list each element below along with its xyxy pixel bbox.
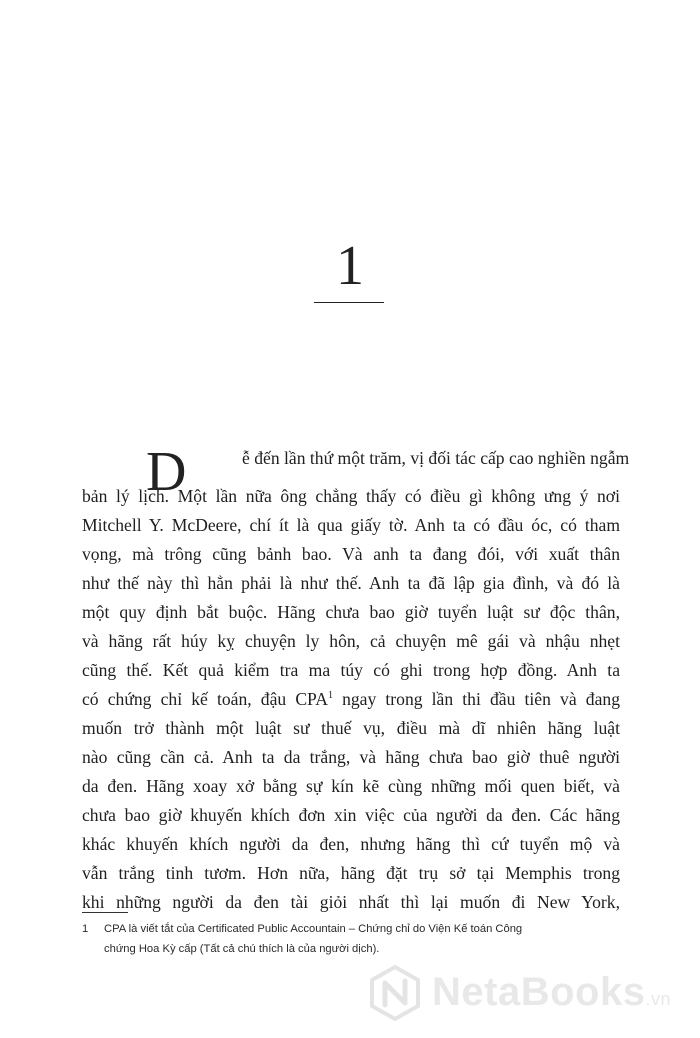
- footnote-line: chứng Hoa Kỳ cấp (Tất cả chú thích là của người dịch).: [104, 943, 380, 955]
- paragraph-line: một quy định bắt buộc. Hãng chưa bao giờ tuyển luật sư độc thân,: [82, 602, 620, 622]
- footnote-line: CPA là viết tắt của Certificated Public Accountain – Chứng chỉ do Viện Kế toán Công: [104, 923, 523, 935]
- paragraph-line-with-footnote: [82, 685, 620, 714]
- paragraph-line: da đen. Hãng xoay xở bằng sự kín kẽ cùng những mối quen biết, và: [82, 776, 620, 796]
- paragraph-line: bản lý lịch. Một lần nữa ông chẳng thấy có điều gì không ưng ý nơi: [82, 486, 620, 506]
- footnote-reference[interactable]: 1: [327, 690, 333, 701]
- body-paragraph: [82, 430, 630, 917]
- paragraph-line: vẫn trắng tinh tươm. Hơn nữa, hãng đặt trụ sở tại Memphis trong: [82, 863, 620, 883]
- paragraph-line: khác khuyến khích người da đen, nhưng hãng thì cứ tuyển mộ và: [82, 834, 620, 854]
- line-text-after-footnote: ngay trong lần thi đầu tiên và đang: [332, 689, 620, 709]
- paragraph-line: khi những người da đen tài giỏi nhất thì lại muốn đi New York,: [82, 892, 620, 912]
- watermark-text: [432, 970, 671, 1015]
- paragraph-line: chưa bao giờ khuyến khích đơn xin việc của người da đen. Các hãng: [82, 805, 620, 825]
- chapter-rule: [314, 302, 384, 303]
- paragraph-line: và hãng rất húy kỵ chuyện ly hôn, cả chuyện mê gái và nhậu nhẹt: [82, 631, 620, 651]
- paragraph-line: như thế này thì hẳn phải là như thế. Anh ta đã lập gia đình, và đó là: [82, 573, 620, 593]
- chapter-number: 1: [336, 235, 364, 297]
- footnote-number: 1: [82, 923, 89, 935]
- line-text-before-footnote: có chứng chỉ kế toán, đậu CPA: [82, 689, 328, 709]
- watermark: [366, 962, 686, 1026]
- footnote-rule: [82, 912, 128, 913]
- paragraph-line: cũng thế. Kết quả kiểm tra ma túy có ghi trong hợp đồng. Anh ta: [82, 660, 620, 680]
- footnote: [82, 919, 622, 959]
- paragraph-line: muốn trở thành một luật sư thuế vụ, điều mà dĩ nhiên hãng luật: [82, 718, 620, 738]
- watermark-suffix: .vn: [645, 989, 671, 1009]
- first-line-text: ễ đến lần thứ một trăm, vị đối tác cấp cao nghiền ngẫm: [242, 448, 630, 468]
- paragraph-line: nào cũng cần cả. Anh ta da trắng, và hãng chưa bao giờ thuê người: [82, 747, 620, 767]
- paragraph-line: vọng, mà trông cũng bảnh bao. Và anh ta đang đói, với xuất thân: [82, 544, 620, 564]
- drop-cap: D: [146, 441, 187, 503]
- watermark-brand: NetaBooks: [432, 970, 646, 1014]
- netabooks-logo-icon: [366, 964, 424, 1022]
- paragraph-line: Mitchell Y. McDeere, chí ít là qua giấy tờ. Anh ta có đầu óc, có tham: [82, 515, 620, 535]
